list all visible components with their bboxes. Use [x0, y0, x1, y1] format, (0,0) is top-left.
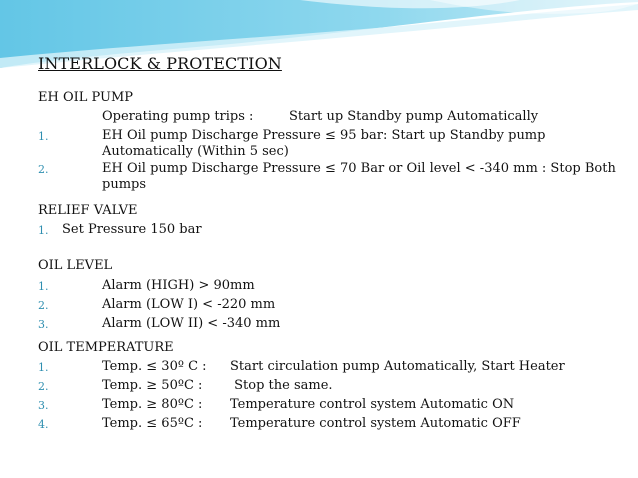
eh-item-2-line2: pumps — [102, 177, 147, 192]
list-number: 1. — [38, 224, 49, 237]
level-item-3: Alarm (LOW II) < -340 mm — [102, 316, 281, 331]
temp-item-2-action: Stop the same. — [230, 378, 333, 393]
list-number: 1. — [38, 130, 49, 143]
eh-intro-label: Operating pump trips : — [102, 109, 254, 124]
temp-item-1-condition: Temp. ≤ 30º C : — [102, 359, 207, 374]
eh-item-1-line1: EH Oil pump Discharge Pressure ≤ 95 bar: Start up Standby pump — [102, 128, 546, 143]
list-number: 1. — [38, 361, 49, 374]
eh-item-1-line2: Automatically (Within 5 sec) — [102, 144, 289, 159]
section-heading-eh-oil-pump: EH OIL PUMP — [38, 90, 134, 105]
temp-item-2-condition: Temp. ≥ 50ºC : — [102, 378, 203, 393]
section-heading-relief-valve: RELIEF VALVE — [38, 203, 138, 218]
level-item-1: Alarm (HIGH) > 90mm — [102, 278, 255, 293]
list-number: 2. — [38, 163, 49, 176]
temp-item-3-action: Temperature control system Automatic ON — [230, 397, 515, 412]
eh-item-2-line1: EH Oil pump Discharge Pressure ≤ 70 Bar or Oil level < -340 mm : Stop Both — [102, 161, 616, 176]
list-number: 1. — [38, 280, 49, 293]
relief-item-1: Set Pressure 150 bar — [62, 222, 202, 237]
eh-intro-action: Start up Standby pump Automatically — [289, 109, 539, 124]
list-number: 3. — [38, 318, 49, 331]
list-number: 2. — [38, 299, 49, 312]
temp-item-3-condition: Temp. ≥ 80ºC : — [102, 397, 203, 412]
list-number: 3. — [38, 399, 49, 412]
section-heading-oil-level: OIL LEVEL — [38, 258, 113, 273]
slide-title: INTERLOCK & PROTECTION — [38, 54, 282, 73]
level-item-2: Alarm (LOW I) < -220 mm — [102, 297, 276, 312]
list-number: 4. — [38, 418, 49, 431]
list-number: 2. — [38, 380, 49, 393]
section-heading-oil-temperature: OIL TEMPERATURE — [38, 340, 174, 355]
temp-item-1-action: Start circulation pump Automatically, Start Heater — [230, 359, 565, 374]
temp-item-4-action: Temperature control system Automatic OFF — [230, 416, 521, 431]
temp-item-4-condition: Temp. ≤ 65ºC : — [102, 416, 203, 431]
